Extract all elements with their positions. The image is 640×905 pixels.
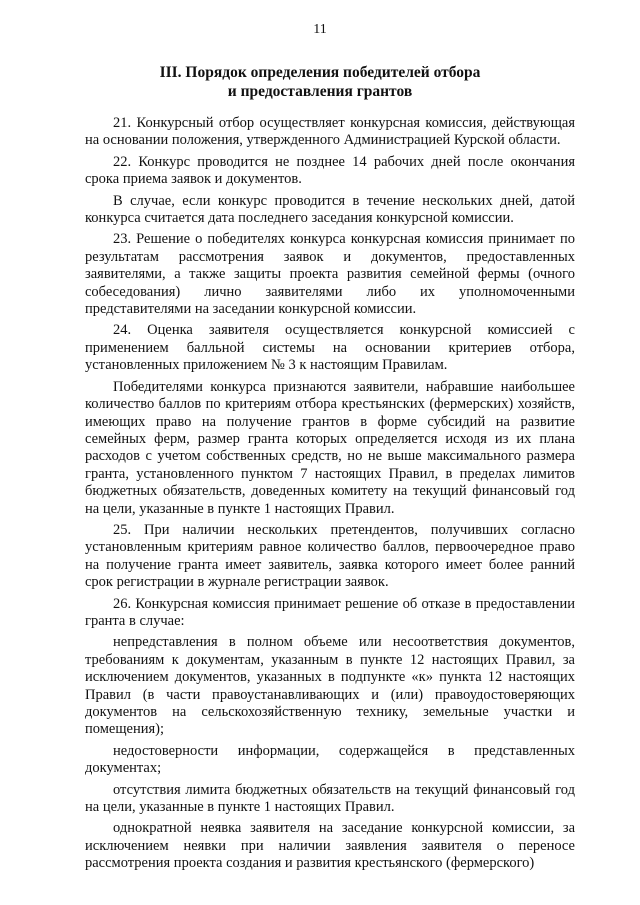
section-heading-line-1: III. Порядок определения победителей отбора — [159, 64, 481, 81]
body-text — [85, 115, 575, 877]
refusal-reason-1: непредставления в полном объеме или несоответствия документов, требованиям к документам, указанным в пункте 12 настоящих Правил, за исключением документов, указанных в подпункте «к» пункта 12 настоящих Правил (в части правоустанавливающих и (или) правоудостоверяющих документов на сельскохозяйственную технику, земельные участки и помещения); — [85, 634, 575, 738]
paragraph-24: 24. Оценка заявителя осуществляется конкурсной комиссией с применением балльной системы на основании критериев отбора, установленных приложением № 3 к настоящим Правилам. — [85, 322, 575, 374]
section-heading-line-2: и предоставления грантов — [227, 83, 413, 100]
paragraph-25: 25. При наличии нескольких претендентов, получивших согласно установленным критериям равное количество баллов, первоочередное право на получение гранта имеет заявитель, заявка которого имеет более ранний срок регистрации в журнале регистрации заявок. — [85, 521, 575, 591]
paragraph-22-note: В случае, если конкурс проводится в течение нескольких дней, датой конкурса считается дата последнего заседания конкурсной комиссии. — [85, 192, 575, 227]
paragraph-21: 21. Конкурсный отбор осуществляет конкурсная комиссия, действующая на основании положения, утвержденного Администрацией Курской области. — [85, 115, 575, 149]
refusal-reason-2: недостоверности информации, содержащейся в представленных документах; — [85, 742, 575, 777]
section-heading — [0, 63, 640, 101]
paragraph-23: 23. Решение о победителях конкурса конкурсная комиссия принимает по результатам рассмотрения заявок и документов, предоставленных заявителями, а также защиты проекта развития семейной фермы (очного собеседования) лично заявителями либо их уполномоченными представителями на заседании конкурсной комиссии. — [85, 231, 575, 318]
paragraph-22: 22. Конкурс проводится не позднее 14 рабочих дней после окончания срока приема заявок и документов. — [85, 153, 575, 188]
paragraph-26: 26. Конкурсная комиссия принимает решение об отказе в предоставлении гранта в случае: — [85, 595, 575, 629]
page-number: 11 — [313, 22, 327, 37]
refusal-reason-4: однократной неявка заявителя на заседание конкурсной комиссии, за исключением неявки при наличии заявления заявителя о переносе рассмотрения проекта создания и развития крестьянского (фермерского) — [85, 820, 575, 872]
refusal-reason-3: отсутствия лимита бюджетных обязательств на текущий финансовый год на цели, указанные в пункте 1 настоящих Правил. — [85, 781, 575, 816]
paragraph-24-winners: Победителями конкурса признаются заявители, набравшие наибольшее количество баллов по критериям отбора крестьянских (фермерских) хозяйств, имеющих право на получение грантов в форме субсидий на развитие семейных ферм, размер гранта которых определяется исходя из их плана расходов с учетом собственных средств, но не выше максимального размера гранта, установленного пунктом 7 настоящих Правил, в пределах лимитов бюджетных обязательств, доведенных комитету на текущий финансовый год на цели, указанные в пункте 1 настоящих Правил. — [85, 378, 575, 517]
